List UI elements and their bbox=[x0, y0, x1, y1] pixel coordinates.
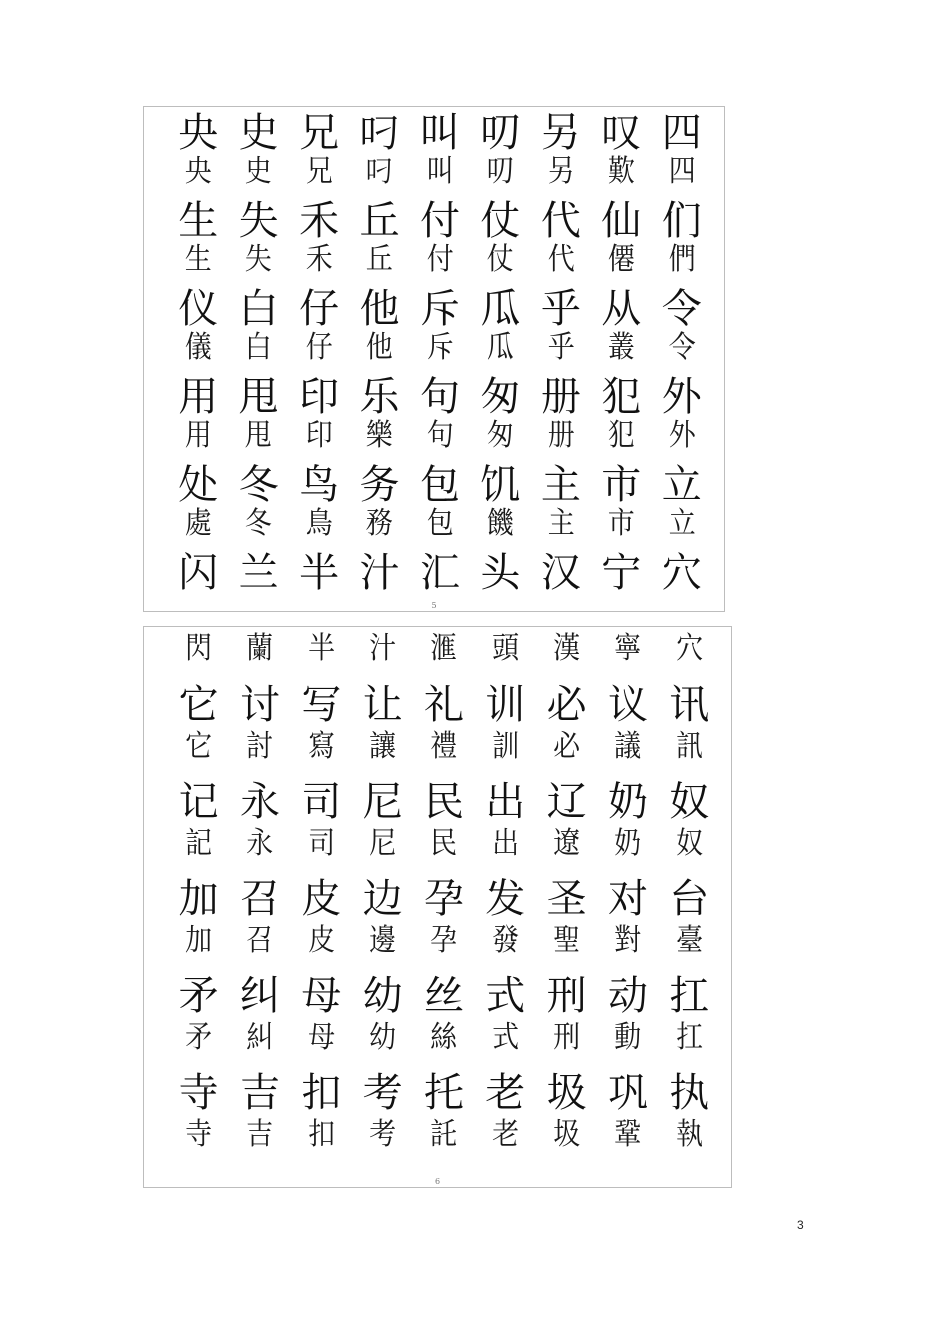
character-cell: 册 bbox=[540, 374, 581, 420]
character-cell: 瓜 bbox=[480, 286, 521, 332]
character-cell: 议 bbox=[607, 682, 648, 728]
character-cell: 礼 bbox=[423, 682, 464, 728]
character-cell: 乎 bbox=[540, 286, 581, 332]
seal-script-row bbox=[168, 826, 720, 861]
character-cell: 半 bbox=[299, 550, 340, 596]
character-cell: 吉 bbox=[246, 1117, 274, 1152]
character-cell: 兄 bbox=[305, 154, 333, 189]
character-cell: 外 bbox=[668, 418, 696, 453]
character-cell: 叢 bbox=[607, 330, 635, 365]
seal-script-row bbox=[168, 1117, 720, 1152]
character-cell: 皮 bbox=[301, 876, 342, 922]
character-cell: 他 bbox=[359, 286, 400, 332]
panel-page-label: 5 bbox=[431, 601, 437, 610]
character-cell: 記 bbox=[185, 826, 213, 861]
character-cell: 刑 bbox=[553, 1020, 581, 1055]
character-cell: 訓 bbox=[491, 729, 519, 764]
character-cell: 发 bbox=[485, 876, 526, 922]
character-cell: 兄 bbox=[299, 110, 340, 156]
regular-script-row bbox=[168, 973, 720, 1019]
character-cell: 训 bbox=[485, 682, 526, 728]
character-cell: 扣 bbox=[307, 1117, 335, 1152]
character-cell: 寺 bbox=[185, 1117, 213, 1152]
character-cell: 动 bbox=[607, 973, 648, 1019]
character-cell: 穴 bbox=[675, 631, 703, 666]
character-cell: 讨 bbox=[239, 682, 280, 728]
character-cell: 奴 bbox=[675, 826, 703, 861]
character-cell: 宁 bbox=[601, 550, 642, 596]
character-cell: 汁 bbox=[359, 550, 400, 596]
regular-script-row bbox=[168, 876, 720, 922]
seal-script-row bbox=[168, 1020, 720, 1055]
regular-script-row bbox=[168, 462, 712, 508]
character-cell: 边 bbox=[362, 876, 403, 922]
character-cell: 臺 bbox=[675, 923, 703, 958]
character-cell: 尼 bbox=[362, 779, 403, 825]
character-cell: 付 bbox=[419, 198, 460, 244]
regular-script-row bbox=[168, 682, 720, 728]
character-cell: 訊 bbox=[675, 729, 703, 764]
character-cell: 半 bbox=[307, 631, 335, 666]
character-cell: 們 bbox=[668, 242, 696, 277]
character-cell: 用 bbox=[184, 418, 212, 453]
character-cell: 寧 bbox=[614, 631, 642, 666]
character-cell: 矛 bbox=[178, 973, 219, 1019]
character-cell: 甩 bbox=[245, 418, 273, 453]
character-cell: 討 bbox=[246, 729, 274, 764]
character-cell: 必 bbox=[546, 682, 587, 728]
character-cell: 務 bbox=[366, 506, 394, 541]
character-cell: 史 bbox=[245, 154, 273, 189]
character-cell: 白 bbox=[238, 286, 279, 332]
character-cell: 禮 bbox=[430, 729, 458, 764]
character-cell: 印 bbox=[299, 374, 340, 420]
character-cell: 叼 bbox=[366, 154, 394, 189]
character-cell: 冬 bbox=[245, 506, 273, 541]
character-cell: 禾 bbox=[299, 198, 340, 244]
character-cell: 兰 bbox=[238, 550, 279, 596]
character-cell: 饥 bbox=[480, 462, 521, 508]
character-cell: 遼 bbox=[553, 826, 581, 861]
character-cell: 犯 bbox=[601, 374, 642, 420]
character-cell: 寺 bbox=[178, 1070, 219, 1116]
character-cell: 司 bbox=[307, 826, 335, 861]
character-cell: 禾 bbox=[305, 242, 333, 277]
character-cell: 乐 bbox=[359, 374, 400, 420]
character-cell: 台 bbox=[669, 876, 710, 922]
character-cell: 让 bbox=[362, 682, 403, 728]
character-cell: 漢 bbox=[553, 631, 581, 666]
character-cell: 处 bbox=[178, 462, 219, 508]
character-cell: 閃 bbox=[185, 631, 213, 666]
character-cell: 加 bbox=[185, 923, 213, 958]
character-cell: 生 bbox=[184, 242, 212, 277]
character-cell: 扛 bbox=[669, 973, 710, 1019]
character-cell: 斥 bbox=[426, 330, 454, 365]
character-cell: 召 bbox=[246, 923, 274, 958]
character-cell: 代 bbox=[547, 242, 575, 277]
character-cell: 仙 bbox=[601, 198, 642, 244]
character-cell: 托 bbox=[423, 1070, 464, 1116]
character-cell: 包 bbox=[426, 506, 454, 541]
character-cell: 丘 bbox=[359, 198, 400, 244]
character-cell: 匆 bbox=[480, 374, 521, 420]
character-cell: 仔 bbox=[305, 330, 333, 365]
character-cell: 付 bbox=[426, 242, 454, 277]
character-cell: 奴 bbox=[669, 779, 710, 825]
character-cell: 史 bbox=[238, 110, 279, 156]
character-cell: 鸟 bbox=[299, 462, 340, 508]
character-cell: 蘭 bbox=[246, 631, 274, 666]
character-cell: 立 bbox=[668, 506, 696, 541]
character-cell: 册 bbox=[547, 418, 575, 453]
character-cell: 考 bbox=[369, 1117, 397, 1152]
character-cell: 它 bbox=[185, 729, 213, 764]
character-cell: 皮 bbox=[307, 923, 335, 958]
character-cell: 司 bbox=[301, 779, 342, 825]
seal-script-row bbox=[168, 729, 720, 764]
character-cell: 圣 bbox=[546, 876, 587, 922]
character-cell: 乎 bbox=[547, 330, 575, 365]
character-cell: 汁 bbox=[369, 631, 397, 666]
character-cell: 發 bbox=[491, 923, 519, 958]
seal-script-row bbox=[168, 330, 712, 365]
character-cell: 市 bbox=[601, 462, 642, 508]
character-cell: 生 bbox=[178, 198, 219, 244]
character-cell: 句 bbox=[419, 374, 460, 420]
character-cell: 务 bbox=[359, 462, 400, 508]
character-cell: 仪 bbox=[178, 286, 219, 332]
character-cell: 汇 bbox=[419, 550, 460, 596]
character-cell: 動 bbox=[614, 1020, 642, 1055]
character-cell: 从 bbox=[601, 286, 642, 332]
character-cell: 考 bbox=[362, 1070, 403, 1116]
character-cell: 幼 bbox=[369, 1020, 397, 1055]
character-cell: 奶 bbox=[607, 779, 648, 825]
regular-script-row bbox=[168, 779, 720, 825]
character-cell: 寫 bbox=[307, 729, 335, 764]
character-cell: 儀 bbox=[184, 330, 212, 365]
page-number: 3 bbox=[797, 1218, 804, 1232]
character-cell: 叨 bbox=[486, 154, 514, 189]
character-cell: 聖 bbox=[553, 923, 581, 958]
character-cell: 主 bbox=[540, 462, 581, 508]
character-cell: 仔 bbox=[299, 286, 340, 332]
character-cell: 奶 bbox=[614, 826, 642, 861]
character-cell: 甩 bbox=[238, 374, 279, 420]
seal-script-row bbox=[168, 418, 712, 453]
character-cell: 孕 bbox=[430, 923, 458, 958]
character-cell: 加 bbox=[178, 876, 219, 922]
regular-script-row bbox=[168, 198, 712, 244]
character-cell: 仗 bbox=[480, 198, 521, 244]
character-cell: 矛 bbox=[185, 1020, 213, 1055]
character-cell: 必 bbox=[553, 729, 581, 764]
character-cell: 他 bbox=[366, 330, 394, 365]
character-cell: 滙 bbox=[430, 631, 458, 666]
character-cell: 写 bbox=[301, 682, 342, 728]
character-cell: 记 bbox=[178, 779, 219, 825]
character-cell: 鞏 bbox=[614, 1117, 642, 1152]
character-cell: 扣 bbox=[301, 1070, 342, 1116]
character-cell: 老 bbox=[485, 1070, 526, 1116]
regular-script-row bbox=[168, 550, 712, 596]
character-cell: 句 bbox=[426, 418, 454, 453]
character-cell: 犯 bbox=[607, 418, 635, 453]
seal-script-row bbox=[168, 923, 720, 958]
character-cell: 头 bbox=[480, 550, 521, 596]
character-cell: 鳥 bbox=[305, 506, 333, 541]
character-cell: 母 bbox=[307, 1020, 335, 1055]
character-cell: 对 bbox=[607, 876, 648, 922]
character-cell: 託 bbox=[430, 1117, 458, 1152]
character-cell: 叫 bbox=[419, 110, 460, 156]
character-cell: 邊 bbox=[369, 923, 397, 958]
character-cell: 刑 bbox=[546, 973, 587, 1019]
character-cell: 執 bbox=[675, 1117, 703, 1152]
character-cell: 老 bbox=[491, 1117, 519, 1152]
character-cell: 式 bbox=[491, 1020, 519, 1055]
character-cell: 召 bbox=[239, 876, 280, 922]
character-cell: 代 bbox=[540, 198, 581, 244]
regular-script-row bbox=[168, 1070, 720, 1116]
character-cell: 包 bbox=[419, 462, 460, 508]
character-cell: 樂 bbox=[366, 418, 394, 453]
character-cell: 另 bbox=[540, 110, 581, 156]
character-cell: 央 bbox=[178, 110, 219, 156]
character-cell: 立 bbox=[661, 462, 702, 508]
character-cell: 冬 bbox=[238, 462, 279, 508]
character-cell: 它 bbox=[178, 682, 219, 728]
character-cell: 失 bbox=[238, 198, 279, 244]
character-cell: 糾 bbox=[246, 1020, 274, 1055]
character-cell: 四 bbox=[661, 110, 702, 156]
character-cell: 歎 bbox=[607, 154, 635, 189]
character-cell: 白 bbox=[245, 330, 273, 365]
panel-page-label: 6 bbox=[434, 1177, 441, 1186]
character-cell: 丘 bbox=[366, 242, 394, 277]
character-cell: 尼 bbox=[369, 826, 397, 861]
character-cell: 永 bbox=[239, 779, 280, 825]
character-cell: 僊 bbox=[607, 242, 635, 277]
regular-script-row bbox=[168, 374, 712, 420]
character-cell: 瓜 bbox=[486, 330, 514, 365]
character-cell: 斥 bbox=[419, 286, 460, 332]
character-cell: 民 bbox=[430, 826, 458, 861]
regular-script-row bbox=[168, 286, 712, 332]
character-cell: 議 bbox=[614, 729, 642, 764]
character-cell: 扛 bbox=[675, 1020, 703, 1055]
character-cell: 巩 bbox=[607, 1070, 648, 1116]
character-cell: 匆 bbox=[486, 418, 514, 453]
character-cell: 圾 bbox=[546, 1070, 587, 1116]
character-cell: 式 bbox=[485, 973, 526, 1019]
character-cell: 孕 bbox=[423, 876, 464, 922]
character-cell: 另 bbox=[547, 154, 575, 189]
character-cell: 讓 bbox=[369, 729, 397, 764]
character-cell: 母 bbox=[301, 973, 342, 1019]
character-cell: 吉 bbox=[239, 1070, 280, 1116]
seal-script-row bbox=[168, 631, 720, 666]
character-cell: 执 bbox=[669, 1070, 710, 1116]
character-cell: 出 bbox=[491, 826, 519, 861]
character-cell: 汉 bbox=[540, 550, 581, 596]
character-cell: 四 bbox=[668, 154, 696, 189]
character-cell: 丝 bbox=[423, 973, 464, 1019]
character-cell: 叼 bbox=[359, 110, 400, 156]
character-cell: 辽 bbox=[546, 779, 587, 825]
character-cell: 頭 bbox=[491, 631, 519, 666]
character-cell: 饑 bbox=[486, 506, 514, 541]
character-cell: 央 bbox=[184, 154, 212, 189]
character-cell: 叹 bbox=[601, 110, 642, 156]
character-cell: 處 bbox=[184, 506, 212, 541]
character-cell: 叫 bbox=[426, 154, 454, 189]
character-cell: 圾 bbox=[553, 1117, 581, 1152]
character-panel-2 bbox=[143, 626, 732, 1188]
seal-script-row bbox=[168, 242, 712, 277]
character-cell: 幼 bbox=[362, 973, 403, 1019]
character-cell: 纠 bbox=[239, 973, 280, 1019]
character-cell: 對 bbox=[614, 923, 642, 958]
character-cell: 讯 bbox=[669, 682, 710, 728]
character-cell: 民 bbox=[423, 779, 464, 825]
character-cell: 絲 bbox=[430, 1020, 458, 1055]
character-cell: 用 bbox=[178, 374, 219, 420]
character-cell: 令 bbox=[668, 330, 696, 365]
regular-script-row bbox=[168, 110, 712, 156]
character-cell: 失 bbox=[245, 242, 273, 277]
character-cell: 印 bbox=[305, 418, 333, 453]
character-cell: 永 bbox=[246, 826, 274, 861]
character-cell: 仗 bbox=[486, 242, 514, 277]
character-cell: 令 bbox=[661, 286, 702, 332]
character-cell: 们 bbox=[661, 198, 702, 244]
character-cell: 闪 bbox=[178, 550, 219, 596]
character-cell: 叨 bbox=[480, 110, 521, 156]
character-cell: 穴 bbox=[661, 550, 702, 596]
character-cell: 出 bbox=[485, 779, 526, 825]
seal-script-row bbox=[168, 154, 712, 189]
character-panel-1 bbox=[143, 106, 725, 612]
character-cell: 外 bbox=[661, 374, 702, 420]
character-cell: 市 bbox=[607, 506, 635, 541]
seal-script-row bbox=[168, 506, 712, 541]
character-cell: 主 bbox=[547, 506, 575, 541]
